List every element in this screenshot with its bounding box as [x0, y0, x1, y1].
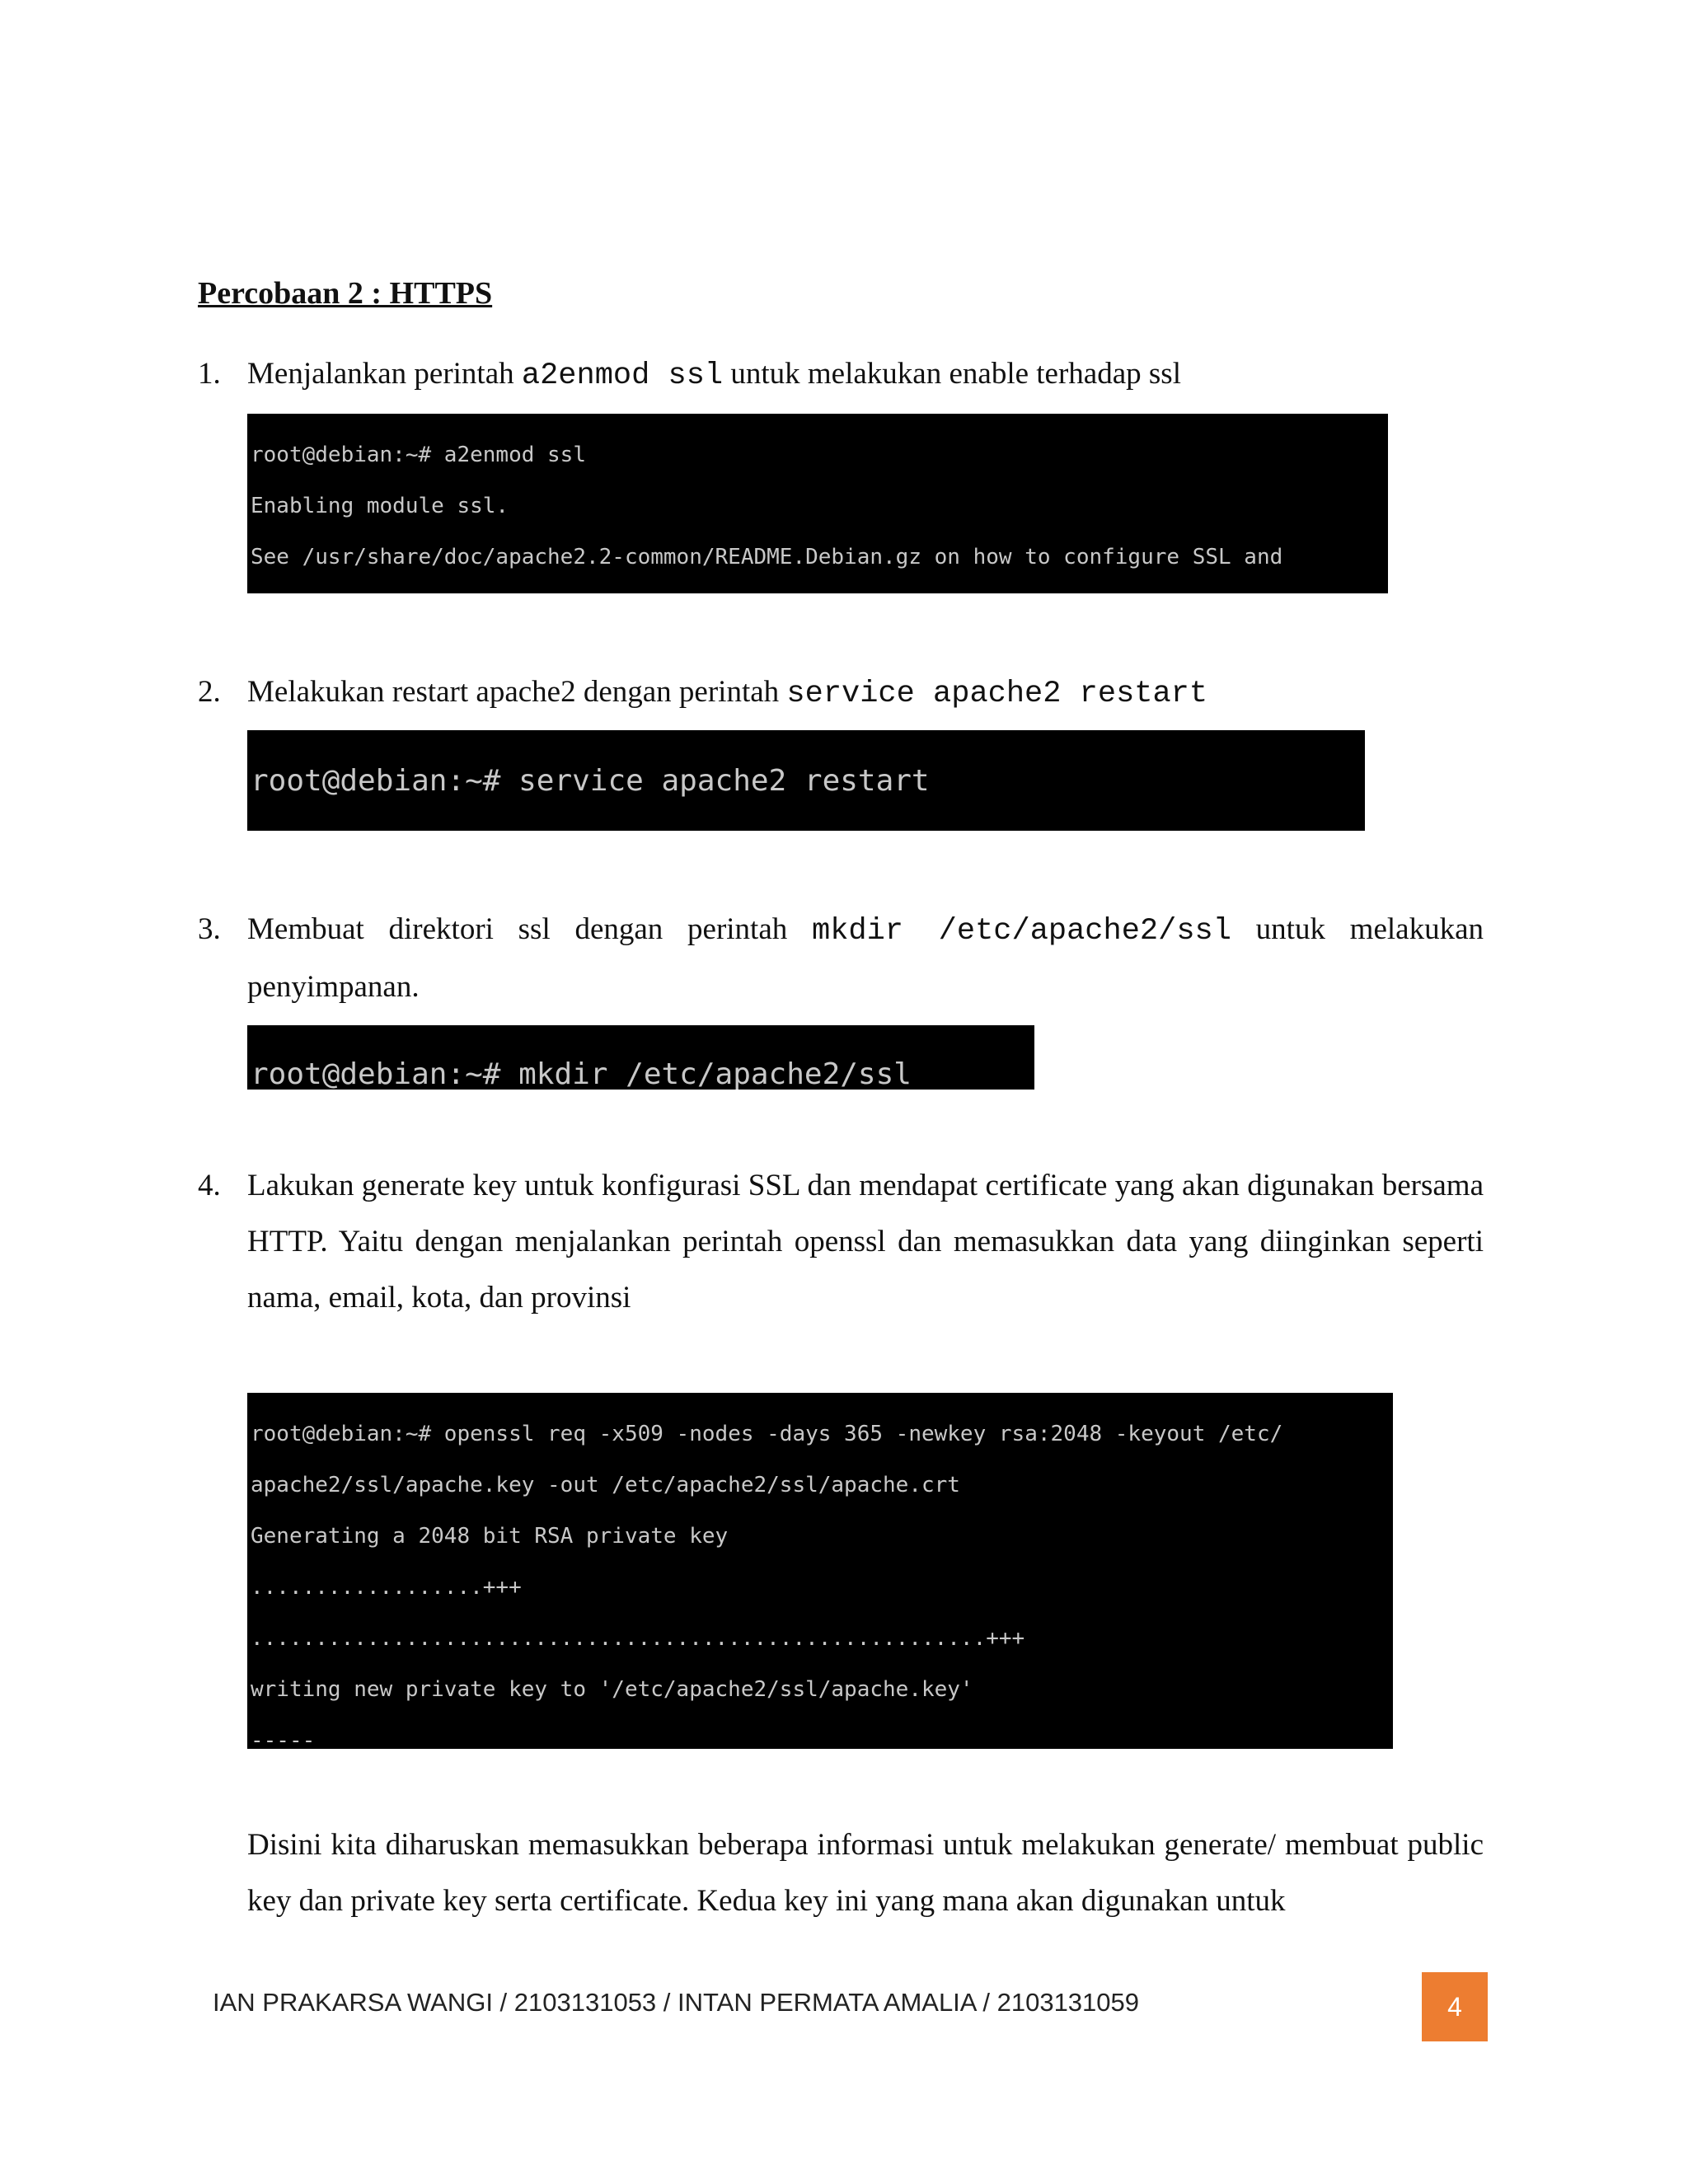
step-text: Membuat direktori ssl dengan perintah	[247, 912, 812, 946]
step-1	[198, 346, 1484, 404]
step-number: 3.	[198, 912, 221, 946]
ok-status	[286, 830, 321, 831]
body-paragraph: Disini kita diharuskan memasukkan beberapa informasi untuk melakukan generate/ membuat public key dan private key serta certificate. Kedua key ini yang mana akan digunakan untuk	[247, 1828, 1484, 1918]
step-text: Melakukan restart apache2 dengan perintah	[247, 675, 787, 709]
terminal-line: ..................+++	[251, 1575, 522, 1600]
terminal-screenshot-2	[247, 730, 1365, 831]
terminal-screenshot-4	[247, 1393, 1393, 1749]
step-number: 4.	[198, 1169, 221, 1202]
step-2	[198, 664, 1484, 722]
step-3	[198, 902, 1484, 1015]
terminal-screenshot-3	[247, 1025, 1034, 1090]
page-number-badge: 4	[1422, 1972, 1488, 2041]
terminal-line: Enabling module ssl.	[251, 494, 509, 518]
step-text: untuk melakukan penyimpanan.	[247, 912, 1484, 1004]
footer-authors: IAN PRAKARSA WANGI / 2103131053 / INTAN PERMATA AMALIA / 2103131059	[213, 1988, 1140, 2017]
inline-code: a2enmod ssl	[521, 359, 724, 393]
terminal-line: root@debian:~# service apache2 restart	[251, 764, 930, 798]
terminal-line: writing new private key to '/etc/apache2/ssl/apache.key'	[251, 1677, 973, 1702]
step-4	[198, 1158, 1484, 1326]
step-text: Lakukan generate key untuk konfigurasi SSL dan mendapat certificate yang akan digunakan bersama HTTP. Yaitu dengan menjalankan perintah openssl dan memasukkan data yang diinginkan seperti nama, email, kota, dan provinsi	[247, 1169, 1484, 1315]
terminal-line: root@debian:~# openssl req -x509 -nodes -days 365 -newkey rsa:2048 -keyout /etc/	[251, 1422, 1283, 1446]
terminal-line: root@debian:~# a2enmod ssl	[251, 443, 586, 467]
inline-code: mkdir /etc/apache2/ssl	[811, 914, 1231, 949]
step-text: Menjalankan perintah	[247, 357, 522, 391]
terminal-line: -----	[251, 1728, 316, 1749]
terminal-screenshot-1	[247, 414, 1388, 593]
terminal-line: Generating a 2048 bit RSA private key	[251, 1524, 729, 1549]
inline-code: service apache2 restart	[786, 677, 1208, 711]
step-text: untuk melakukan enable terhadap ssl	[723, 357, 1181, 391]
step-number: 1.	[198, 357, 221, 391]
terminal-line: .........................................................+++	[251, 1626, 1025, 1651]
step-number: 2.	[198, 675, 221, 709]
section-heading: Percobaan 2 : HTTPS	[198, 276, 493, 311]
terminal-line: root@debian:~# mkdir /etc/apache2/ssl	[251, 1057, 912, 1090]
terminal-line: apache2/ssl/apache.key -out /etc/apache2/ssl/apache.crt	[251, 1473, 960, 1497]
terminal-line: See /usr/share/doc/apache2.2-common/README.Debian.gz on how to configure SSL and	[251, 545, 1283, 569]
